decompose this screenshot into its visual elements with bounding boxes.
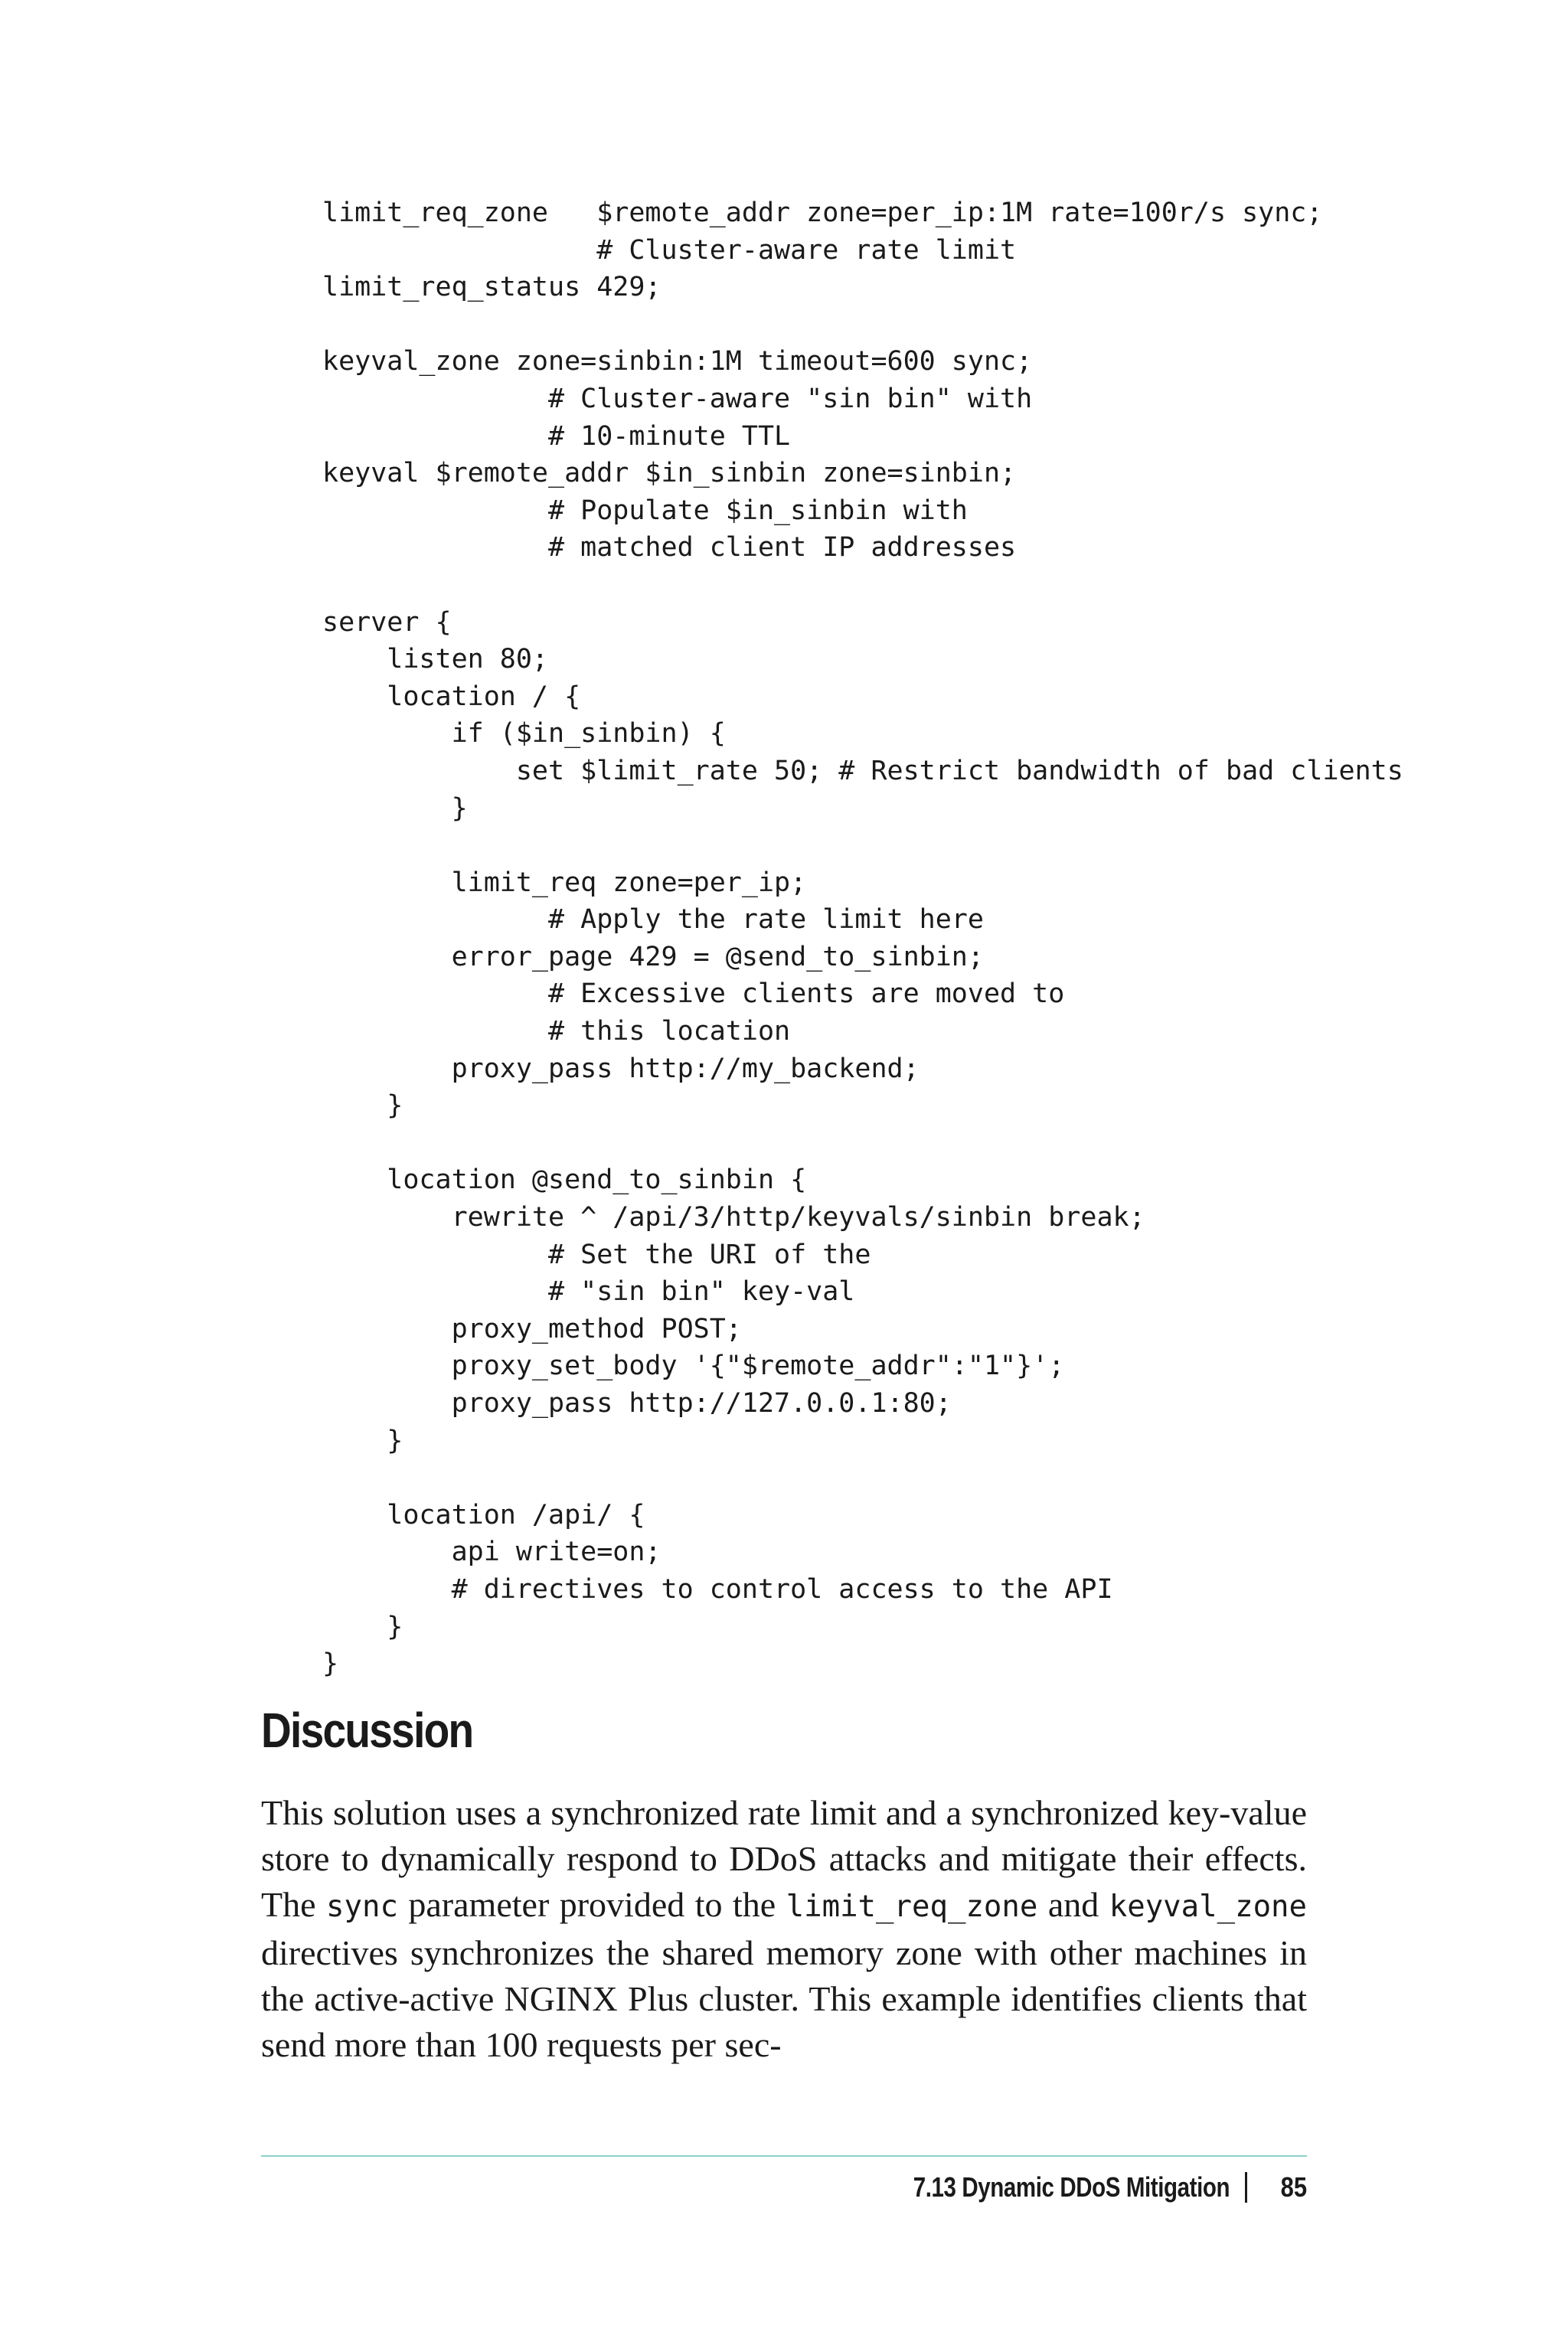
code-line: location / { [322,681,581,712]
code-line: proxy_method POST; [322,1313,742,1344]
paragraph-text: This solution uses a synchronized rate limit and a synchronized key-value store to dynamically respond to DDoS attacks and mitigate their effects. The [261,1793,1307,1924]
code-line: limit_req_zone $remote_addr zone=per_ip:1M rate=100r/s sync; [322,198,1323,228]
code-line: # Populate $in_sinbin with [322,495,968,526]
code-line: proxy_pass http://127.0.0.1:80; [322,1388,952,1419]
inline-code-keyval-zone: keyval_zone [1109,1890,1308,1924]
code-line: # matched client IP addresses [322,532,1017,564]
code-line: location /api/ { [322,1499,645,1530]
paragraph-text: parameter provided to the [397,1885,786,1924]
code-line: rewrite ^ /api/3/http/keyvals/sinbin break; [322,1202,1145,1233]
discussion-paragraph [261,1790,1307,2068]
code-line: limit_req_status 429; [322,272,662,303]
page-number: 85 [1280,2171,1307,2203]
footer-section-title: 7.13 Dynamic DDoS Mitigation [913,2171,1230,2203]
code-line: # Excessive clients are moved to [322,978,1065,1010]
code-line [322,827,1403,864]
code-line: server { [322,606,452,638]
code-line: } [322,1611,403,1642]
code-line: proxy_set_body '{"$remote_addr":"1"}'; [322,1351,1065,1382]
code-line: } [322,1425,403,1456]
inline-code-limit-req-zone: limit_req_zone [786,1890,1038,1924]
code-line: # Set the URI of the [322,1239,871,1270]
paragraph-text: directives synchronizes the shared memory zone with other machines in the active-active NGINX Plus cluster. This example identifies clients that send more than 100 requests per sec- [261,1933,1307,2064]
code-line: if ($in_sinbin) { [322,718,726,750]
code-line: limit_req zone=per_ip; [322,867,807,898]
code-line: proxy_pass http://my_backend; [322,1053,920,1084]
code-line: # Cluster-aware rate limit [322,234,1017,266]
section-heading-discussion: Discussion [261,1703,473,1758]
code-line: keyval $remote_addr $in_sinbin zone=sinbin; [322,458,1017,489]
code-line: set $limit_rate 50; # Restrict bandwidth of bad clients [322,755,1403,786]
nginx-config-code-block [322,194,1403,1683]
code-line: keyval_zone zone=sinbin:1M timeout=600 sync; [322,346,1033,377]
footer-divider [261,2155,1307,2157]
page-footer [844,2168,1307,2207]
code-line [322,1459,1403,1497]
code-line [322,567,1403,604]
code-line: listen 80; [322,644,549,675]
footer-separator [1245,2172,1247,2203]
code-line [322,306,1403,344]
code-line: # Cluster-aware "sin bin" with [322,383,1033,414]
code-line [322,1125,1403,1162]
code-line: } [322,792,468,824]
code-line: api write=on; [322,1537,662,1568]
code-line: # directives to control access to the API [322,1573,1113,1605]
code-line: # 10-minute TTL [322,420,791,452]
code-line: # "sin bin" key-val [322,1276,855,1308]
code-line: } [322,1090,403,1122]
code-line: # Apply the rate limit here [322,904,984,936]
inline-code-sync: sync [326,1890,398,1924]
paragraph-text: and [1037,1885,1109,1924]
code-line: } [322,1648,339,1680]
code-line: location @send_to_sinbin { [322,1165,807,1196]
code-line: # this location [322,1016,791,1047]
code-line: error_page 429 = @send_to_sinbin; [322,941,984,972]
